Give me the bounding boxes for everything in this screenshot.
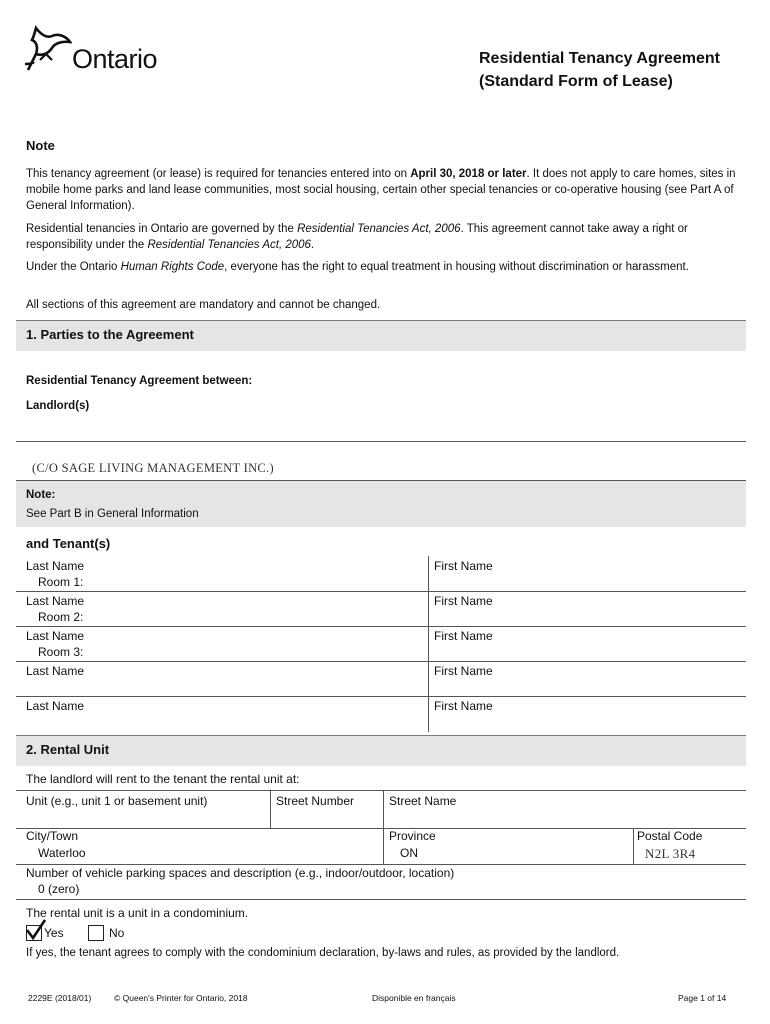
- condo-yes-label: Yes: [44, 926, 64, 940]
- logo-wordmark: Ontario: [72, 44, 158, 74]
- unit-divider: [270, 790, 271, 828]
- tenant-4-last-name-label: Last Name: [26, 664, 85, 678]
- tenant-5-last-name-label: Last Name: [26, 699, 85, 713]
- street-number-divider: [383, 790, 384, 828]
- landlord-note-text: See Part B in General Information: [26, 508, 199, 520]
- section-1-header: [16, 320, 746, 351]
- landlord-note-box: [16, 481, 746, 527]
- city-divider: [383, 828, 384, 864]
- condo-no-label: No: [109, 926, 125, 940]
- tenant-1-last-name-label: Last Name: [26, 559, 85, 573]
- tenant-1-first-name-label: First Name: [434, 559, 493, 573]
- tenant-row-divider: [16, 696, 746, 697]
- tenant-1-last-name-value[interactable]: Room 1:: [38, 575, 84, 589]
- street-number-label: Street Number: [276, 794, 355, 808]
- parking-value[interactable]: 0 (zero): [38, 882, 80, 896]
- province-divider: [633, 828, 634, 864]
- landlord-field-line: [16, 441, 746, 442]
- parking-line: [16, 899, 746, 900]
- condo-no-checkbox[interactable]: [88, 925, 104, 941]
- tenant-3-last-name-label: Last Name: [26, 629, 85, 643]
- province-label: Province: [389, 829, 436, 843]
- address-top-line: [16, 790, 746, 791]
- postal-code-value[interactable]: N2L 3R4: [645, 846, 696, 861]
- postal-code-label: Postal Code: [637, 829, 703, 843]
- tenant-row-divider: [16, 661, 746, 662]
- parking-label: Number of vehicle parking spaces and description (e.g., indoor/outdoor, location): [26, 866, 455, 880]
- tenant-column-divider: [428, 556, 429, 732]
- province-value[interactable]: ON: [400, 846, 418, 860]
- title-line-1: Residential Tenancy Agreement: [479, 50, 720, 67]
- tenant-2-first-name-label: First Name: [434, 594, 493, 608]
- note-heading: Note: [26, 138, 55, 153]
- tenant-3-first-name-label: First Name: [434, 629, 493, 643]
- section-1-title: 1. Parties to the Agreement: [26, 327, 194, 342]
- unit-label: Unit (e.g., unit 1 or basement unit): [26, 794, 208, 808]
- condo-question: The rental unit is a unit in a condominium.: [26, 906, 249, 920]
- tenant-row-divider: [16, 591, 746, 592]
- tenant-2-last-name-value[interactable]: Room 2:: [38, 610, 84, 624]
- note-paragraph-4: All sections of this agreement are mandatory and cannot be changed.: [26, 299, 381, 311]
- street-name-label: Street Name: [389, 794, 457, 808]
- condo-note: If yes, the tenant agrees to comply with the condominium declaration, by-laws and rules, as provided by the landlord.: [26, 947, 620, 959]
- rental-unit-intro: The landlord will rent to the tenant the rental unit at:: [26, 772, 300, 786]
- city-value[interactable]: Waterloo: [38, 846, 86, 860]
- landlord-note-heading: Note:: [26, 489, 56, 501]
- page-number: Page 1 of 14: [678, 993, 727, 1003]
- city-label: City/Town: [26, 829, 79, 843]
- section-2-header: [16, 735, 746, 766]
- landlord-label: Landlord(s): [26, 400, 90, 412]
- tenants-heading: and Tenant(s): [26, 536, 111, 551]
- note-paragraph-2: Residential tenancies in Ontario are governed by the Residential Tenancies Act, 2006. This agreement cannot take away a right or responsibility under the Residential Tenancies Act, 2006.: [26, 223, 688, 251]
- title-line-2: (Standard Form of Lease): [479, 73, 673, 90]
- address-bottom-line: [16, 864, 746, 865]
- tenant-3-last-name-value[interactable]: Room 3:: [38, 645, 84, 659]
- tenant-2-last-name-label: Last Name: [26, 594, 85, 608]
- note-paragraph-1: This tenancy agreement (or lease) is required for tenancies entered into on April 30, 2018 or later. It does not apply to care homes, sites in mobile home parks and land lease communities, most social housing, certain other special tenancies or co-operative housing (see Part A of General Information).: [26, 168, 736, 212]
- note-paragraph-3: Under the Ontario Human Rights Code, everyone has the right to equal treatment in housing without discrimination or harassment.: [26, 261, 689, 273]
- tenant-row-divider: [16, 626, 746, 627]
- page-title: [479, 47, 720, 93]
- french-availability: Disponible en français: [372, 993, 456, 1003]
- landlord-value[interactable]: (C/O SAGE LIVING MANAGEMENT INC.): [32, 461, 274, 475]
- agreement-between-label: Residential Tenancy Agreement between:: [26, 375, 253, 387]
- tenant-4-first-name-label: First Name: [434, 664, 493, 678]
- section-2-title: 2. Rental Unit: [26, 742, 110, 757]
- ontario-trillium-logo-icon: [22, 24, 72, 74]
- copyright: © Queen's Printer for Ontario, 2018: [114, 993, 248, 1003]
- form-number: 2229E (2018/01): [28, 993, 92, 1003]
- tenant-5-first-name-label: First Name: [434, 699, 493, 713]
